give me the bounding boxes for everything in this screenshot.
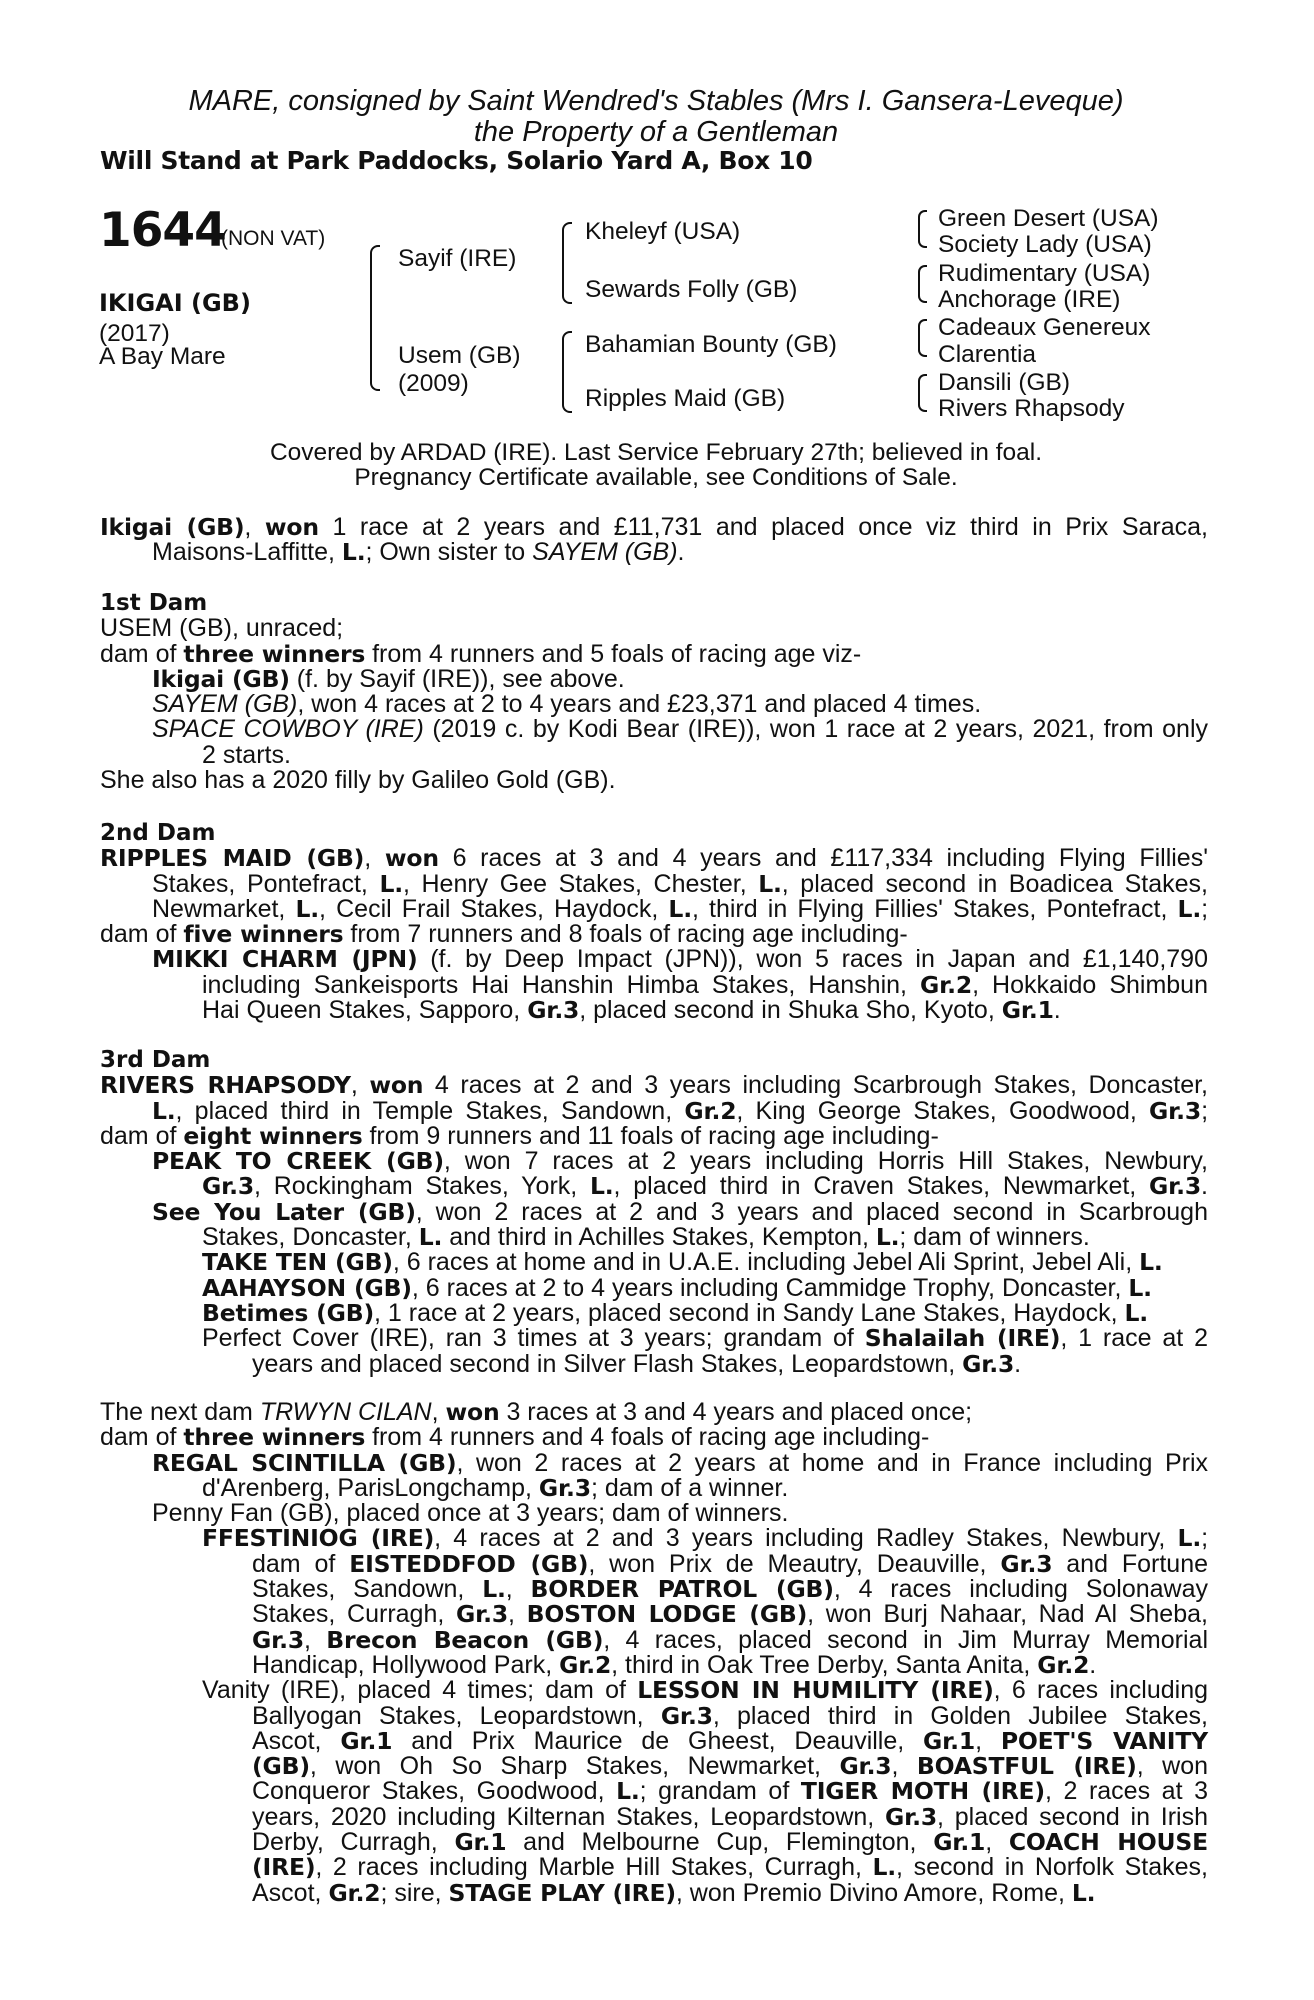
text-run: L. <box>1124 1298 1148 1327</box>
text-run: Gr.1 <box>933 1828 986 1857</box>
text-run: Vanity (IRE), placed 4 times; dam of <box>202 1676 626 1705</box>
text-run: , 2 races at 3 <box>1044 1777 1208 1806</box>
text-run: , Henry Gee Stakes, Chester, <box>402 869 747 898</box>
text-run: RIVERS RHAPSODY <box>100 1071 351 1100</box>
progeny-line <box>252 1878 1208 1907</box>
text-run: Gr.2 <box>328 1878 381 1907</box>
text-run: , second in Norfolk Stakes, <box>896 1853 1208 1882</box>
text-run: Derby, Curragh, <box>252 1828 438 1857</box>
text-run: TIGER MOTH (IRE) <box>800 1777 1045 1806</box>
progeny-line <box>152 1448 1208 1477</box>
progeny-line <box>252 1349 1208 1378</box>
text-run: d'Arenberg, ParisLongchamp, <box>202 1473 532 1502</box>
text-run: Gr.3 <box>538 1473 591 1502</box>
text-run: , third in Oak Tree Derby, Santa Anita, <box>611 1650 1031 1679</box>
summary-line <box>100 515 1208 540</box>
text-run: ; dam of winners. <box>899 1223 1090 1252</box>
text-run: three winners <box>183 639 366 668</box>
text-run: Ikigai (GB) <box>100 513 245 541</box>
text-run: , 6 races at 2 to 4 years including Cammidge Trophy, Doncaster, <box>411 1273 1122 1302</box>
text-run: , Hokkaido Shimbun <box>972 970 1208 999</box>
progeny-line <box>252 1602 1208 1627</box>
text-run: Gr.3 <box>1149 1172 1202 1201</box>
text-run: Gr.3 <box>527 996 580 1025</box>
progeny-line <box>252 1855 1208 1880</box>
text-run: Gr.3 <box>202 1172 255 1201</box>
progeny-line <box>252 1625 1208 1654</box>
pedigree-g3-2: Society Lady (USA) <box>938 231 1152 258</box>
progeny-line <box>202 1250 1208 1275</box>
property-line: the Property of a Gentleman <box>473 116 839 148</box>
text-run: , won Burj Nahaar, Nad Al Sheba, <box>807 1600 1208 1629</box>
pedigree-g3-1: Green Desert (USA) <box>938 205 1159 232</box>
text-run: L. <box>668 894 692 923</box>
progeny-line <box>252 1577 1208 1602</box>
text-run: L. <box>872 1853 897 1882</box>
text-run: (2019 c. by Kodi Bear (IRE)), won 1 race at 2 years, 2021, from only <box>432 715 1208 744</box>
dam-line <box>100 1400 1208 1425</box>
text-run: SPACE COWBOY (IRE) <box>152 715 424 744</box>
next-dam-section <box>100 1400 1208 1906</box>
progeny-line <box>252 1549 1209 1578</box>
text-run: AAHAYSON (GB) <box>202 1273 412 1302</box>
text-run: Shalailah (IRE) <box>864 1324 1061 1353</box>
text-run: , <box>975 1726 983 1755</box>
progeny-line <box>252 1802 1209 1831</box>
pedigree-bracket-g2 <box>918 265 927 303</box>
text-run: , won 4 races at 2 to 4 years and £23,371 and placed 4 times. <box>297 690 982 719</box>
text-run: , <box>891 1752 899 1781</box>
text-run: Brecon Beacon (GB) <box>326 1625 604 1654</box>
text-run: Gr.2 <box>1037 1650 1090 1679</box>
pedigree-g3-6: Clarentia <box>938 341 1037 368</box>
text-run: Handicap, Hollywood Park, <box>252 1650 553 1679</box>
text-run: . <box>1201 1172 1208 1201</box>
text-run: (GB) <box>252 1752 310 1781</box>
text-run: from 4 runners and 4 foals of racing age including- <box>372 1423 930 1452</box>
text-run: SAYEM (GB) <box>152 690 298 719</box>
text-run: STAGE PLAY (IRE) <box>448 1878 676 1907</box>
dam-line <box>152 1096 1209 1125</box>
text-run: , placed second in Boadicea Stakes, <box>781 869 1209 898</box>
dam-line <box>100 1121 1208 1150</box>
text-run: Maisons-Laffitte, <box>152 538 335 567</box>
text-run: Newmarket, <box>152 894 286 923</box>
text-run: L. <box>758 869 782 898</box>
text-run: , placed second in Shuka Sho, Kyoto, <box>579 996 995 1025</box>
text-run: L. <box>1139 1248 1163 1277</box>
text-run: dam of <box>252 1549 336 1578</box>
text-run: L. <box>418 1223 443 1252</box>
text-run: , <box>304 1625 311 1654</box>
text-run: , <box>985 1828 993 1857</box>
text-run: Gr.1 <box>454 1828 507 1857</box>
text-run: won <box>369 1071 424 1100</box>
progeny-line <box>252 1779 1208 1804</box>
text-run: , won 2 races at 2 and 3 years and placed second in Scarbrough <box>415 1197 1208 1226</box>
text-run: TAKE TEN (GB) <box>202 1248 393 1277</box>
text-run: , won Premio Divino Amore, Rome, <box>675 1878 1065 1907</box>
text-run: ; <box>1201 894 1209 923</box>
text-run: BOASTFUL (IRE) <box>916 1752 1137 1781</box>
text-run: Stakes, Doncaster, <box>202 1223 412 1252</box>
covered-line: Covered by ARDAD (IRE). Last Service February 27th; believed in foal. <box>269 439 1043 466</box>
progeny-line <box>252 1650 1208 1679</box>
progeny-line <box>252 1754 1208 1779</box>
text-run: and Melbourne Cup, Flemington, <box>523 1828 917 1857</box>
text-run: POET'S VANITY <box>1000 1726 1208 1755</box>
pedigree-sire-sire: Kheleyf (USA) <box>585 218 741 245</box>
text-run: L. <box>482 1575 506 1604</box>
text-run: L. <box>152 1096 176 1125</box>
first-dam-section <box>100 591 1208 793</box>
text-run: Gr.1 <box>340 1726 393 1755</box>
text-run: ; dam of a winner. <box>590 1473 789 1502</box>
third-dam-section <box>100 1048 1208 1377</box>
text-run: Hai Queen Stakes, Sapporo, <box>202 996 521 1025</box>
second-dam-section <box>100 821 1208 1023</box>
section-heading: 3rd Dam <box>100 1047 211 1073</box>
text-run: Perfect Cover (IRE), ran 3 times at 3 years; grandam of <box>202 1324 854 1353</box>
text-run: won <box>264 513 319 541</box>
text-run: and Prix Maurice de Gheest, Deauville, <box>411 1726 905 1755</box>
pedigree-dam: Usem (GB) <box>398 342 521 369</box>
text-run: Conqueror Stakes, Goodwood, <box>252 1777 605 1806</box>
pedigree-sire-dam: Sewards Folly (GB) <box>585 276 798 303</box>
text-run: , won 2 races at 2 years at home and in France including Prix <box>456 1448 1208 1477</box>
text-run: , 6 races at home and in U.A.E. including Jebel Ali Sprint, Jebel Ali, <box>392 1248 1133 1277</box>
progeny-line: 2 starts. <box>202 740 291 769</box>
text-run: , Cecil Frail Stakes, Haydock, <box>319 894 659 923</box>
text-run: years, 2020 including Kilternan Stakes, Leopardstown, <box>252 1802 875 1831</box>
text-run: Gr.3 <box>455 1600 508 1629</box>
text-run: Ascot, <box>252 1726 322 1755</box>
text-run: Gr.3 <box>962 1349 1015 1378</box>
text-run: ; grandam of <box>639 1777 790 1806</box>
text-run: , won Oh So Sharp Stakes, Newmarket, <box>309 1752 821 1781</box>
text-run: BORDER PATROL (GB) <box>530 1575 834 1604</box>
text-run: , won 7 races at 2 years including Horris Hill Stakes, Newbury, <box>443 1147 1208 1176</box>
text-run: Gr.1 <box>1001 996 1054 1025</box>
text-run: 3 races at 3 and 4 years and placed once; <box>506 1398 973 1426</box>
pedigree-bracket-gen1 <box>370 245 380 391</box>
text-run: . <box>677 538 685 567</box>
horse-description: A Bay Mare <box>99 343 226 370</box>
progeny-line <box>202 1526 1208 1551</box>
text-run: Gr.3 <box>660 1701 713 1730</box>
text-run: L. <box>1177 894 1202 923</box>
text-run: , 2 races including Marble Hill Stakes, Curragh, <box>315 1853 862 1882</box>
progeny-line <box>152 717 1208 742</box>
text-run: TRWYN CILAN <box>259 1398 432 1426</box>
text-run: Gr.3 <box>1149 1096 1202 1125</box>
pedigree-dam-year: (2009) <box>398 370 469 397</box>
text-run: , 4 races, placed second in Jim Murray Memorial <box>603 1625 1208 1654</box>
horse-year: (2017) <box>99 320 170 347</box>
text-run: eight winners <box>183 1121 363 1150</box>
vat-status: (NON VAT) <box>221 227 326 250</box>
text-run: See You Later (GB) <box>152 1197 416 1226</box>
text-run: , 1 race at 2 years, placed second in Sandy Lane Stakes, Haydock, <box>374 1298 1118 1327</box>
progeny-line: Penny Fan (GB), placed once at 3 years; dam of winners. <box>152 1499 789 1528</box>
progeny-line <box>202 1326 1208 1351</box>
text-run: Gr.3 <box>1000 1549 1053 1578</box>
progeny-line <box>202 1678 1208 1703</box>
consignor-line: MARE, consigned by Saint Wendred's Stables (Mrs I. Gansera-Leveque) <box>188 85 1124 117</box>
progeny-line <box>202 1298 1208 1327</box>
text-run: L. <box>1128 1273 1152 1302</box>
progeny-line <box>152 664 1208 693</box>
progeny-line <box>202 1473 1208 1502</box>
stand-location: Will Stand at Park Paddocks, Solario Yard A, Box 10 <box>100 146 813 175</box>
text-run: L. <box>379 869 403 898</box>
text-run: The next dam <box>100 1398 253 1426</box>
section-heading: 1st Dam <box>100 590 208 616</box>
pedigree-dam-sire: Bahamian Bounty (GB) <box>585 331 837 358</box>
text-run: L. <box>295 894 320 923</box>
progeny-line <box>252 1726 1208 1755</box>
text-run: Ikigai (GB) <box>152 664 290 693</box>
text-run: ; Own sister to <box>365 538 526 567</box>
text-run: FFESTINIOG (IRE) <box>202 1524 435 1553</box>
text-run: (f. by Deep Impact (JPN)), won 5 races in Japan and £1,140,790 <box>430 945 1208 974</box>
text-run: Ballyogan Stakes, Leopardstown, <box>252 1701 644 1730</box>
text-run: 1 race at 2 years and £11,731 and placed once viz third in Prix Saraca, <box>332 513 1209 541</box>
text-run: 6 races at 3 and 4 years and £117,334 including Flying Fillies' <box>452 844 1208 873</box>
text-run: , <box>244 513 265 541</box>
text-run: , <box>364 844 372 873</box>
text-run: L. <box>590 1172 614 1201</box>
text-run: Gr.2 <box>559 1650 612 1679</box>
text-run: Gr.3 <box>839 1752 892 1781</box>
text-run: ; <box>1201 1096 1209 1125</box>
progeny-line <box>252 1830 1208 1855</box>
text-run: , 4 races at 2 and 3 years including Radley Stakes, Newbury, <box>434 1524 1166 1553</box>
text-run: , 4 races including Solonaway <box>833 1575 1209 1604</box>
text-run: won <box>384 844 439 873</box>
text-run: . <box>1014 1349 1022 1378</box>
text-run: dam of <box>100 1121 177 1150</box>
dam-line <box>100 1073 1208 1098</box>
text-run: EISTEDDFOD (GB) <box>349 1549 589 1578</box>
dam-line <box>100 846 1208 871</box>
pedigree-bracket-g4 <box>918 374 927 412</box>
text-run: dam of <box>100 639 177 668</box>
dam-line <box>100 639 1208 668</box>
pedigree-g3-7: Dansili (GB) <box>938 369 1071 396</box>
text-run: MIKKI CHARM (JPN) <box>152 945 418 974</box>
text-run: ; sire, <box>380 1878 442 1907</box>
progeny-line <box>202 1225 1208 1250</box>
text-run: from 4 runners and 5 foals of racing age viz- <box>372 639 862 668</box>
pedigree-bracket-sire <box>562 222 572 304</box>
text-run: BOSTON LODGE (GB) <box>526 1600 808 1629</box>
text-run: L. <box>875 1223 900 1252</box>
text-run: L. <box>1177 1524 1202 1553</box>
pedigree-sire: Sayif (IRE) <box>398 245 517 272</box>
progeny-line <box>202 1273 1208 1302</box>
text-run: L. <box>341 538 366 567</box>
text-run: . <box>1053 996 1061 1025</box>
section-heading: 2nd Dam <box>100 820 216 846</box>
text-run: (IRE) <box>252 1853 316 1882</box>
text-run: won <box>445 1398 500 1426</box>
summary-line <box>152 540 1208 565</box>
pedigree-g3-8: Rivers Rhapsody <box>938 395 1125 422</box>
horse-name: IKIGAI (GB) <box>99 289 251 317</box>
text-run: , <box>350 1071 358 1100</box>
dam-line <box>152 869 1209 898</box>
text-run: (f. by Sayif (IRE)), see above. <box>296 664 625 693</box>
text-run: three winners <box>183 1423 366 1452</box>
text-run: dam of <box>100 1423 177 1452</box>
progeny-line <box>252 1701 1208 1730</box>
lot-number: 1644 <box>99 203 226 258</box>
text-run: , won <box>1136 1752 1209 1781</box>
text-run: 4 races at 2 and 3 years including Scarbrough Stakes, Doncaster, <box>434 1071 1209 1100</box>
text-run: Gr.3 <box>885 1802 938 1831</box>
text-run: , won Prix de Meautry, Deauville, <box>588 1549 987 1578</box>
text-run: , placed third in Craven Stakes, Newmarket, <box>613 1172 1137 1201</box>
text-run: from 9 runners and 11 foals of racing age including- <box>369 1121 939 1150</box>
progeny-line <box>152 947 1208 972</box>
text-run: five winners <box>183 920 344 949</box>
text-run: REGAL SCINTILLA (GB) <box>152 1448 457 1477</box>
dam-line: USEM (GB), unraced; <box>100 614 344 643</box>
text-run: years and placed second in Silver Flash Stakes, Leopardstown, <box>252 1349 956 1378</box>
text-run: Gr.2 <box>684 1096 737 1125</box>
pedigree-dam-dam: Ripples Maid (GB) <box>585 385 786 412</box>
dam-line <box>100 1425 1208 1450</box>
pedigree-bracket-g1 <box>918 210 927 248</box>
text-run: , third in Flying Fillies' Stakes, Pontefract, <box>691 894 1168 923</box>
pedigree-bracket-dam <box>562 331 572 413</box>
progeny-line <box>202 1174 1208 1199</box>
text-run: RIPPLES MAID (GB) <box>100 844 365 873</box>
text-run: PEAK TO CREEK (GB) <box>152 1147 444 1176</box>
text-run: . <box>1089 1650 1097 1679</box>
text-run: from 7 runners and 8 foals of racing age including- <box>350 920 908 949</box>
text-run: Stakes, Sandown, <box>252 1575 465 1604</box>
text-run: , <box>508 1600 515 1629</box>
text-run: L. <box>1071 1878 1096 1907</box>
progeny-line <box>152 692 1208 717</box>
text-run: Gr.1 <box>923 1726 976 1755</box>
text-run: , <box>431 1398 439 1426</box>
dam-line: She also has a 2020 filly by Galileo Gold (GB). <box>100 766 616 795</box>
pedigree-g3-3: Rudimentary (USA) <box>938 260 1151 287</box>
text-run: , 1 race at 2 <box>1060 1324 1208 1353</box>
text-run: , King George Stakes, Goodwood, <box>736 1096 1137 1125</box>
horse-summary <box>100 515 1208 566</box>
pedigree-bracket-g3 <box>918 319 927 357</box>
text-run: , placed third in Temple Stakes, Sandown, <box>175 1096 673 1125</box>
progeny-line <box>152 1149 1208 1174</box>
text-run: Gr.3 <box>252 1625 305 1654</box>
text-run: Betimes (GB) <box>202 1298 375 1327</box>
text-run: SAYEM (GB) <box>532 538 678 567</box>
text-run: including Sankeisports Hai Hanshin Himba Stakes, Hanshin, <box>202 970 907 999</box>
text-run: Stakes, Pontefract, <box>152 869 368 898</box>
pregnancy-line: Pregnancy Certificate available, see Conditions of Sale. <box>354 464 958 491</box>
text-run: , placed third in Golden Jubilee Stakes, <box>712 1701 1208 1730</box>
text-run: Stakes, Curragh, <box>252 1600 445 1629</box>
text-run: and third in Achilles Stakes, Kempton, <box>449 1223 869 1252</box>
pedigree-g3-4: Anchorage (IRE) <box>938 286 1121 313</box>
progeny-line <box>152 1197 1208 1226</box>
progeny-line <box>202 998 1208 1023</box>
text-run: Ascot, <box>252 1878 322 1907</box>
text-run: , placed second in Irish <box>937 1802 1209 1831</box>
text-run: dam of <box>100 920 177 949</box>
text-run: , <box>505 1575 513 1604</box>
dam-line <box>100 922 1208 947</box>
progeny-line <box>202 970 1208 999</box>
text-run: , Rockingham Stakes, York, <box>254 1172 578 1201</box>
text-run: ; <box>1201 1524 1209 1553</box>
text-run: Gr.2 <box>920 970 973 999</box>
text-run: , 6 races including <box>993 1676 1208 1705</box>
text-run: L. <box>616 1777 640 1806</box>
text-run: COACH HOUSE <box>1008 1828 1208 1857</box>
dam-line <box>152 894 1209 923</box>
text-run: and Fortune <box>1066 1549 1209 1578</box>
text-run: LESSON IN HUMILITY (IRE) <box>637 1676 994 1705</box>
pedigree-g3-5: Cadeaux Genereux <box>938 314 1151 341</box>
